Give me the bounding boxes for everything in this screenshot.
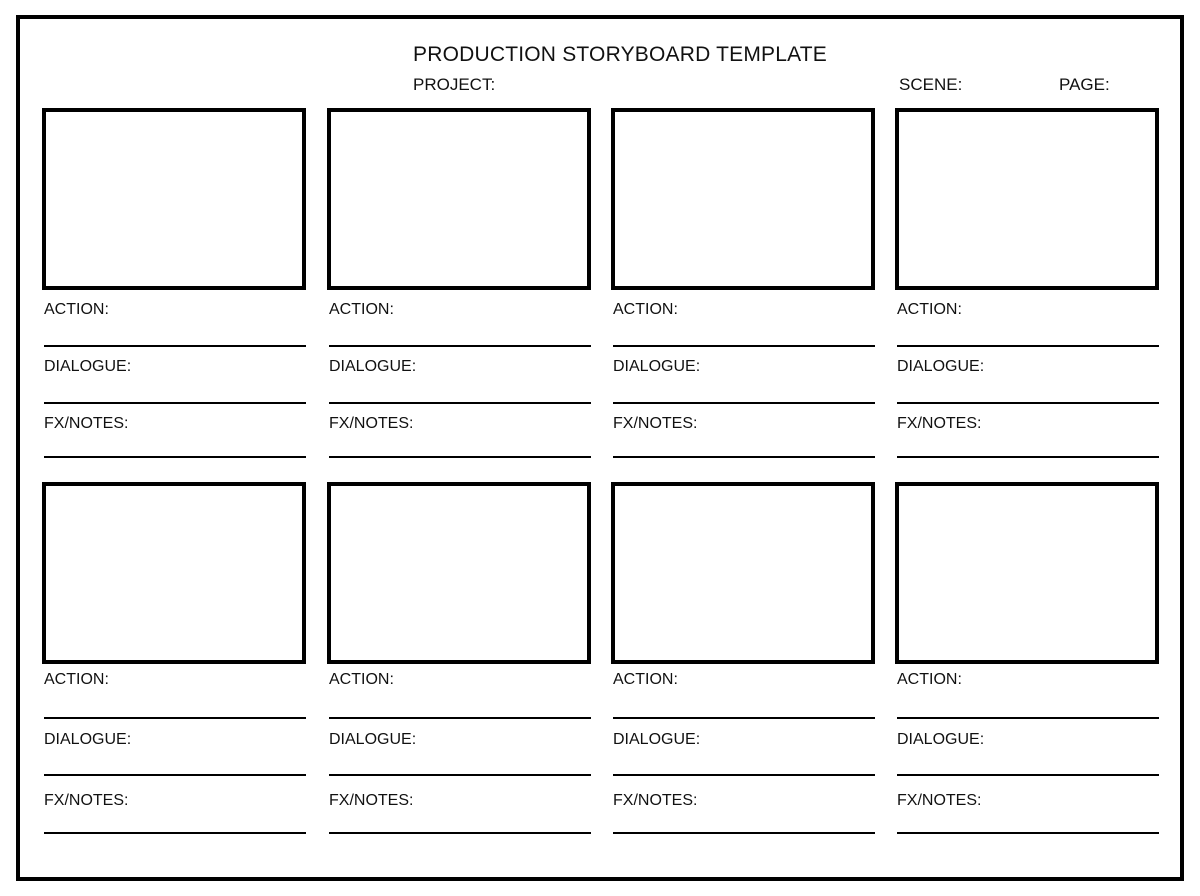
action-label: ACTION: xyxy=(613,671,678,688)
dialogue-line[interactable] xyxy=(897,774,1159,776)
dialogue-label: DIALOGUE: xyxy=(613,358,701,375)
panel-frame[interactable] xyxy=(327,108,591,290)
panel-frame[interactable] xyxy=(611,108,875,290)
action-line[interactable] xyxy=(329,345,591,347)
action-label: ACTION: xyxy=(44,671,109,688)
action-line[interactable] xyxy=(897,717,1159,719)
panel-frame[interactable] xyxy=(42,482,306,664)
page-title: PRODUCTION STORYBOARD TEMPLATE xyxy=(413,43,828,66)
scene-label: SCENE: xyxy=(899,75,963,94)
panel-frame[interactable] xyxy=(895,108,1159,290)
fx-notes-line[interactable] xyxy=(613,832,875,834)
fx-notes-label: FX/NOTES: xyxy=(613,415,698,432)
fx-notes-line[interactable] xyxy=(897,832,1159,834)
dialogue-label: DIALOGUE: xyxy=(613,731,701,748)
dialogue-label: DIALOGUE: xyxy=(897,358,985,375)
dialogue-line[interactable] xyxy=(613,402,875,404)
fx-notes-label: FX/NOTES: xyxy=(44,792,129,809)
fx-notes-line[interactable] xyxy=(329,832,591,834)
action-line[interactable] xyxy=(44,717,306,719)
fx-notes-line[interactable] xyxy=(44,456,306,458)
dialogue-label: DIALOGUE: xyxy=(897,731,985,748)
dialogue-line[interactable] xyxy=(44,774,306,776)
panel-frame[interactable] xyxy=(327,482,591,664)
fx-notes-line[interactable] xyxy=(897,456,1159,458)
panel-frame[interactable] xyxy=(895,482,1159,664)
fx-notes-label: FX/NOTES: xyxy=(44,415,129,432)
dialogue-line[interactable] xyxy=(329,774,591,776)
action-label: ACTION: xyxy=(897,301,962,318)
action-label: ACTION: xyxy=(44,301,109,318)
dialogue-label: DIALOGUE: xyxy=(44,358,132,375)
action-line[interactable] xyxy=(613,717,875,719)
fx-notes-label: FX/NOTES: xyxy=(897,415,982,432)
storyboard-sheet xyxy=(16,15,1184,881)
action-label: ACTION: xyxy=(613,301,678,318)
dialogue-line[interactable] xyxy=(44,402,306,404)
action-line[interactable] xyxy=(329,717,591,719)
fx-notes-label: FX/NOTES: xyxy=(897,792,982,809)
page-label: PAGE: xyxy=(1059,75,1110,94)
fx-notes-line[interactable] xyxy=(44,832,306,834)
fx-notes-line[interactable] xyxy=(329,456,591,458)
action-line[interactable] xyxy=(44,345,306,347)
action-line[interactable] xyxy=(613,345,875,347)
fx-notes-label: FX/NOTES: xyxy=(329,415,414,432)
panel-frame[interactable] xyxy=(611,482,875,664)
action-line[interactable] xyxy=(897,345,1159,347)
dialogue-label: DIALOGUE: xyxy=(329,731,417,748)
project-label: PROJECT: xyxy=(413,75,496,94)
fx-notes-label: FX/NOTES: xyxy=(613,792,698,809)
dialogue-line[interactable] xyxy=(897,402,1159,404)
dialogue-line[interactable] xyxy=(329,402,591,404)
fx-notes-line[interactable] xyxy=(613,456,875,458)
dialogue-label: DIALOGUE: xyxy=(329,358,417,375)
action-label: ACTION: xyxy=(329,301,394,318)
panel-frame[interactable] xyxy=(42,108,306,290)
action-label: ACTION: xyxy=(897,671,962,688)
fx-notes-label: FX/NOTES: xyxy=(329,792,414,809)
dialogue-line[interactable] xyxy=(613,774,875,776)
action-label: ACTION: xyxy=(329,671,394,688)
dialogue-label: DIALOGUE: xyxy=(44,731,132,748)
